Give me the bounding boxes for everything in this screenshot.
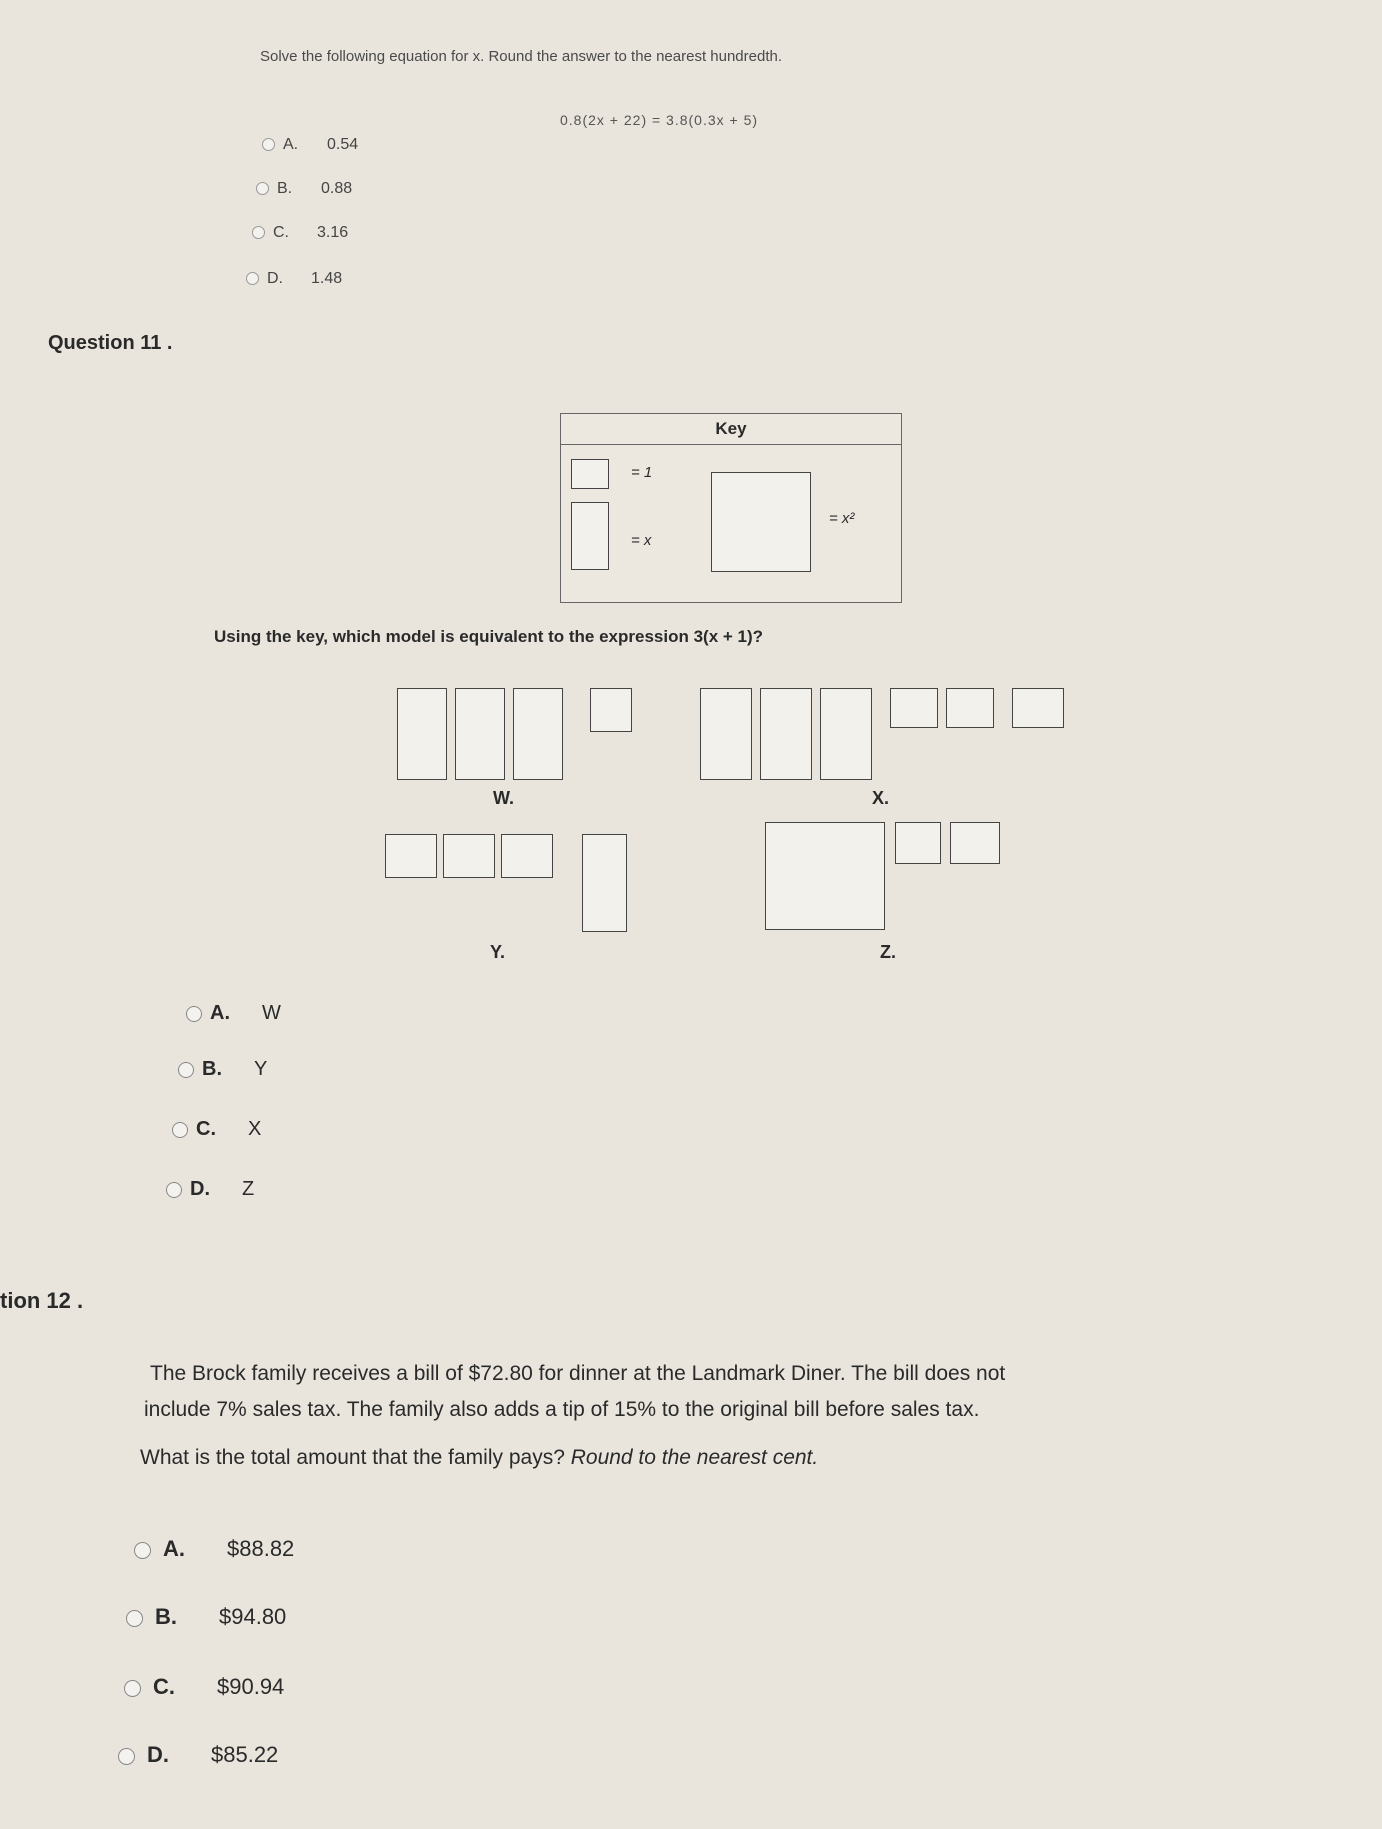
radio-icon[interactable]	[262, 138, 275, 151]
q10-prompt: Solve the following equation for x. Round the answer to the nearest hundredth.	[260, 48, 783, 65]
unit-tile	[890, 688, 938, 728]
unit-tile	[443, 834, 495, 878]
model-w-label: W.	[493, 788, 514, 808]
x-tile	[455, 688, 505, 780]
q12-option-a[interactable]: A. $88.82	[134, 1536, 294, 1562]
q12-option-b[interactable]: B. $94.80	[126, 1604, 286, 1630]
unit-tile	[950, 822, 1000, 864]
q10-option-c[interactable]: C. 3.16	[252, 224, 348, 242]
q11-option-a[interactable]: A. W	[186, 1002, 281, 1025]
radio-icon[interactable]	[172, 1122, 188, 1138]
unit-tile-label: = 1	[631, 464, 653, 481]
radio-icon[interactable]	[186, 1006, 202, 1022]
x-squared-tile-label: = x²	[829, 510, 855, 527]
radio-icon[interactable]	[124, 1680, 141, 1697]
q12-option-c[interactable]: C. $90.94	[124, 1674, 284, 1700]
q12-question	[140, 1440, 818, 1476]
x-tile	[700, 688, 752, 780]
unit-tile	[571, 459, 609, 489]
q12-line-2: include 7% sales tax. The family also adds a tip of 15% to the original bill before sales tax.	[144, 1398, 980, 1421]
q10-option-b[interactable]: B. 0.88	[256, 180, 352, 198]
q11-heading: Question 11 .	[48, 332, 173, 354]
unit-tile	[895, 822, 941, 864]
radio-icon[interactable]	[178, 1062, 194, 1078]
x-tile	[397, 688, 447, 780]
x-tile	[513, 688, 563, 780]
q12-question-text: What is the total amount that the family pays?	[140, 1446, 571, 1469]
q12-rounding-instruction: Round to the nearest cent.	[570, 1446, 819, 1469]
unit-tile	[501, 834, 553, 878]
model-y-label: Y.	[490, 942, 506, 962]
x-tile-label: = x	[631, 532, 652, 549]
unit-tile	[385, 834, 437, 878]
q11-option-d[interactable]: D. Z	[166, 1178, 254, 1201]
q10-equation: 0.8(2x + 22) = 3.8(0.3x + 5)	[560, 112, 759, 128]
radio-icon[interactable]	[118, 1748, 135, 1765]
unit-tile	[1012, 688, 1064, 728]
x-squared-tile	[765, 822, 885, 930]
key-box	[560, 413, 902, 603]
x-tile	[760, 688, 812, 780]
q12-option-d[interactable]: D. $85.22	[118, 1742, 278, 1768]
radio-icon[interactable]	[126, 1610, 143, 1627]
radio-icon[interactable]	[134, 1542, 151, 1559]
x-tile	[582, 834, 627, 932]
q12-line-1: The Brock family receives a bill of $72.80 for dinner at the Landmark Diner. The bill does not	[150, 1362, 1006, 1385]
key-title: Key	[561, 414, 901, 445]
radio-icon[interactable]	[246, 272, 259, 285]
q11-option-c[interactable]: C. X	[172, 1118, 261, 1141]
model-x-label: X.	[872, 788, 890, 808]
q11-option-b[interactable]: B. Y	[178, 1058, 267, 1081]
q10-option-a[interactable]: A. 0.54	[262, 136, 358, 154]
x-tile	[820, 688, 872, 780]
q11-stem: Using the key, which model is equivalent to the expression 3(x + 1)?	[214, 627, 764, 646]
unit-tile	[590, 688, 632, 732]
q12-heading: tion 12 .	[0, 1288, 84, 1313]
unit-tile	[946, 688, 994, 728]
model-z-label: Z.	[880, 942, 896, 962]
x-squared-tile	[711, 472, 811, 572]
radio-icon[interactable]	[166, 1182, 182, 1198]
radio-icon[interactable]	[256, 182, 269, 195]
q10-option-d[interactable]: D. 1.48	[246, 270, 342, 288]
x-tile	[571, 502, 609, 570]
radio-icon[interactable]	[252, 226, 265, 239]
